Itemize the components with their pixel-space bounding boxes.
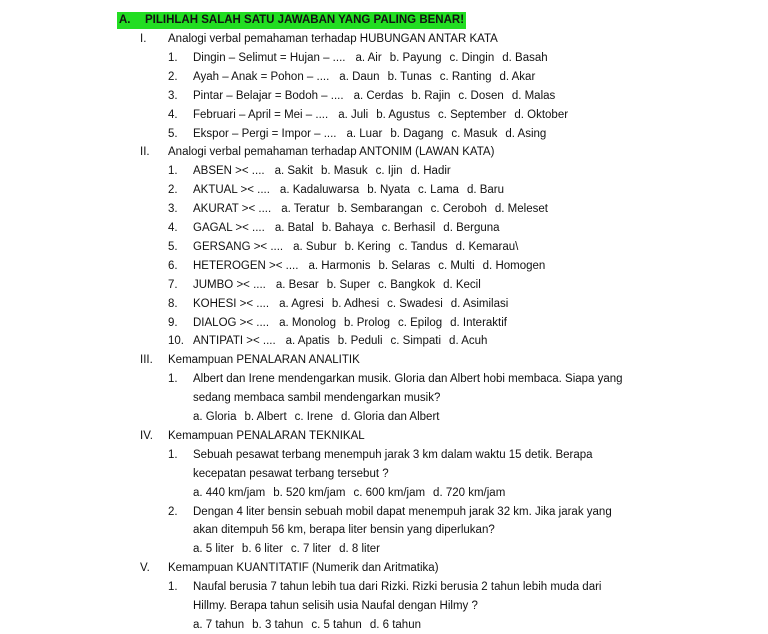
answer-option: d. 8 liter bbox=[339, 543, 381, 556]
title-text: PILIHLAH SALAH SATU JAWABAN YANG PALING BENAR! bbox=[145, 14, 465, 26]
question-row bbox=[0, 49, 768, 67]
answer-option: d. Gloria dan Albert bbox=[341, 411, 440, 423]
answer-option: c. Tandus bbox=[398, 240, 448, 253]
section-heading-row bbox=[0, 427, 768, 445]
question-line: Albert dan Irene mendengarkan musik. Gloria dan Albert hobi membaca. Siapa yang bbox=[193, 373, 623, 386]
options-row bbox=[0, 408, 768, 426]
question-text bbox=[193, 49, 556, 67]
question-stem: JUMBO >< .... bbox=[193, 278, 266, 291]
question-text bbox=[193, 87, 563, 105]
question-row bbox=[0, 332, 768, 350]
answer-option: a. 5 liter bbox=[193, 543, 234, 556]
answer-option: b. 3 tahun bbox=[252, 618, 304, 631]
answer-option: a. Cerdas bbox=[353, 89, 404, 102]
answer-option: c. Epilog bbox=[398, 316, 443, 329]
question-row bbox=[0, 238, 768, 256]
section-number: IV. bbox=[140, 429, 154, 442]
question-stem: Pintar – Belajar = Bodoh – .... bbox=[193, 89, 344, 102]
answer-option: d. Asimilasi bbox=[450, 297, 509, 310]
question-text bbox=[193, 314, 515, 332]
answer-option: b. Kering bbox=[344, 240, 391, 253]
answer-option: a. Harmonis bbox=[308, 259, 371, 272]
question-number: 1. bbox=[168, 165, 178, 178]
answer-option: c. 7 liter bbox=[290, 543, 332, 556]
question-number: 9. bbox=[168, 316, 178, 329]
answer-option: b. Rajin bbox=[411, 89, 451, 102]
section-heading-row bbox=[0, 351, 768, 369]
answer-option: d. Baru bbox=[466, 184, 505, 197]
question-number: 1. bbox=[168, 373, 178, 386]
question-number: 2. bbox=[168, 70, 178, 83]
question-stem: KOHESI >< .... bbox=[193, 297, 270, 310]
answer-option: b. 6 liter bbox=[241, 543, 283, 556]
question-stem: Ayah – Anak = Pohon – .... bbox=[193, 70, 330, 83]
question-line: kecepatan pesawat terbang tersebut ? bbox=[193, 467, 389, 480]
answer-option: a. 7 tahun bbox=[193, 618, 245, 631]
answer-option: c. Ijin bbox=[375, 165, 403, 178]
question-row bbox=[0, 578, 768, 596]
question-row bbox=[0, 295, 768, 313]
question-row bbox=[0, 162, 768, 180]
question-text bbox=[193, 295, 516, 313]
answer-option: c. Dosen bbox=[458, 89, 504, 102]
question-line: Naufal berusia 7 tahun lebih tua dari Rizki. Rizki berusia 2 tahun lebih muda dari bbox=[193, 581, 602, 594]
answer-option: a. Batal bbox=[274, 222, 314, 234]
question-number: 3. bbox=[168, 89, 178, 102]
section-heading: Analogi verbal pemahaman terhadap ANTONIM (LAWAN KATA) bbox=[168, 146, 495, 159]
question-row bbox=[0, 521, 768, 539]
question-text bbox=[193, 257, 553, 275]
question-stem: HETEROGEN >< .... bbox=[193, 259, 299, 272]
question-number: 8. bbox=[168, 297, 178, 310]
question-row bbox=[0, 446, 768, 464]
question-stem: GAGAL >< .... bbox=[193, 222, 265, 234]
answer-option: a. Subur bbox=[293, 240, 337, 253]
answer-option: a. Monolog bbox=[279, 316, 336, 329]
section-number: II. bbox=[140, 146, 150, 159]
answer-option: d. Asing bbox=[505, 127, 547, 140]
options-row bbox=[0, 484, 768, 502]
question-stem: AKURAT >< .... bbox=[193, 203, 272, 216]
answer-option: d. Akar bbox=[499, 70, 536, 83]
question-stem: Dingin – Selimut = Hujan – .... bbox=[193, 51, 346, 64]
answer-option: d. Oktober bbox=[514, 108, 569, 121]
answer-option: c. September bbox=[437, 108, 507, 121]
question-number: 2. bbox=[168, 505, 178, 518]
answer-option: a. Apatis bbox=[285, 335, 330, 348]
question-text bbox=[193, 125, 554, 143]
answer-option: b. Dagang bbox=[390, 127, 444, 140]
answer-option: c. Masuk bbox=[451, 127, 498, 140]
options-row bbox=[0, 616, 768, 634]
options-line bbox=[193, 540, 388, 558]
instruction-title bbox=[117, 12, 466, 29]
question-number: 5. bbox=[168, 240, 178, 253]
answer-option: d. Homogen bbox=[482, 259, 546, 272]
question-row bbox=[0, 503, 768, 521]
section-heading: Kemampuan KUANTITATIF (Numerik dan Aritmatika) bbox=[168, 562, 439, 575]
question-number: 1. bbox=[168, 581, 178, 594]
answer-option: c. Bangkok bbox=[378, 278, 436, 291]
question-text bbox=[193, 200, 556, 218]
answer-option: a. Sakit bbox=[274, 165, 313, 178]
question-text bbox=[193, 181, 512, 199]
answer-option: d. Berguna bbox=[443, 222, 500, 234]
answer-option: c. Lama bbox=[418, 184, 459, 197]
answer-option: d. Kecil bbox=[443, 278, 481, 291]
question-row bbox=[0, 68, 768, 86]
answer-option: d. Kemarau\ bbox=[455, 240, 519, 253]
section-heading-row bbox=[0, 30, 768, 48]
answer-option: d. Interaktif bbox=[450, 316, 507, 329]
section-heading: Kemampuan PENALARAN TEKNIKAL bbox=[168, 429, 365, 442]
answer-option: b. Peduli bbox=[337, 335, 383, 348]
question-line: sedang membaca sambil mendengarkan musik? bbox=[193, 392, 441, 405]
answer-option: a. Juli bbox=[338, 108, 369, 121]
question-number: 1. bbox=[168, 51, 178, 64]
options-line bbox=[193, 616, 429, 634]
question-row bbox=[0, 181, 768, 199]
question-stem: DIALOG >< .... bbox=[193, 316, 270, 329]
answer-option: a. Gloria bbox=[193, 411, 237, 423]
answer-option: c. 600 km/jam bbox=[353, 486, 426, 499]
question-row bbox=[0, 597, 768, 615]
answer-option: c. Irene bbox=[294, 411, 334, 423]
question-number: 10. bbox=[168, 335, 184, 348]
options-line bbox=[193, 408, 447, 426]
answer-option: a. Air bbox=[355, 51, 382, 64]
options-line bbox=[193, 484, 513, 502]
section-number: V. bbox=[140, 562, 150, 575]
answer-option: b. Adhesi bbox=[331, 297, 380, 310]
answer-option: b. Sembarangan bbox=[337, 203, 423, 216]
question-row bbox=[0, 125, 768, 143]
question-text bbox=[193, 276, 489, 294]
answer-option: b. Prolog bbox=[343, 316, 390, 329]
answer-option: b. Agustus bbox=[376, 108, 430, 121]
question-row bbox=[0, 276, 768, 294]
section-heading: Kemampuan PENALARAN ANALITIK bbox=[168, 354, 360, 367]
question-text bbox=[193, 332, 495, 350]
answer-option: c. Ceroboh bbox=[430, 203, 487, 216]
question-number: 3. bbox=[168, 203, 178, 216]
answer-option: d. Acuh bbox=[449, 335, 488, 348]
question-stem: Februari – April = Mei – .... bbox=[193, 108, 329, 121]
answer-option: b. Albert bbox=[244, 411, 287, 423]
question-stem: GERSANG >< .... bbox=[193, 240, 284, 253]
answer-option: c. Dingin bbox=[449, 51, 495, 64]
answer-option: b. 520 km/jam bbox=[273, 486, 346, 499]
answer-option: a. Luar bbox=[346, 127, 383, 140]
question-line: Sebuah pesawat terbang menempuh jarak 3 km dalam waktu 15 detik. Berapa bbox=[193, 448, 593, 461]
answer-option: d. Meleset bbox=[494, 203, 548, 216]
answer-option: d. Basah bbox=[502, 51, 548, 64]
question-line: akan ditempuh 56 km, berapa liter bensin yang diperlukan? bbox=[193, 524, 495, 537]
question-row bbox=[0, 314, 768, 332]
section-number: I. bbox=[140, 33, 147, 45]
answer-option: b. Bahaya bbox=[321, 222, 374, 234]
question-text bbox=[193, 238, 526, 256]
section-heading-row bbox=[0, 143, 768, 161]
answer-option: c. Swadesi bbox=[387, 297, 443, 310]
question-number: 4. bbox=[168, 108, 178, 121]
question-number: 6. bbox=[168, 259, 178, 272]
answer-option: c. Ranting bbox=[439, 70, 492, 83]
question-number: 5. bbox=[168, 127, 178, 140]
answer-option: b. Super bbox=[326, 278, 371, 291]
answer-option: b. Tunas bbox=[387, 70, 432, 83]
answer-option: a. Kadaluwarsa bbox=[279, 184, 360, 197]
section-heading-row bbox=[0, 559, 768, 577]
answer-option: a. Teratur bbox=[281, 203, 330, 216]
question-text bbox=[193, 68, 543, 86]
answer-option: b. Nyata bbox=[367, 184, 411, 197]
answer-option: b. Payung bbox=[389, 51, 442, 64]
question-line: Hillmy. Berapa tahun selisih usia Naufal dengan Hilmy ? bbox=[193, 600, 478, 612]
answer-option: c. Multi bbox=[438, 259, 475, 272]
question-number: 4. bbox=[168, 222, 178, 234]
answer-option: c. Simpati bbox=[390, 335, 442, 348]
question-row bbox=[0, 106, 768, 124]
question-row bbox=[0, 219, 768, 237]
section-number: III. bbox=[140, 354, 153, 367]
question-row bbox=[0, 465, 768, 483]
answer-option: d. 720 km/jam bbox=[433, 486, 506, 499]
question-stem: ANTIPATI >< .... bbox=[193, 335, 276, 348]
answer-option: c. Berhasil bbox=[381, 222, 436, 234]
question-number: 1. bbox=[168, 448, 178, 461]
section-heading: Analogi verbal pemahaman terhadap HUBUNGAN ANTAR KATA bbox=[168, 33, 498, 45]
question-number: 2. bbox=[168, 184, 178, 197]
question-number: 7. bbox=[168, 278, 178, 291]
question-stem: AKTUAL >< .... bbox=[193, 184, 270, 197]
question-line: Dengan 4 liter bensin sebuah mobil dapat menempuh jarak 32 km. Jika jarak yang bbox=[193, 505, 612, 518]
question-row bbox=[0, 200, 768, 218]
question-row bbox=[0, 370, 768, 388]
question-row bbox=[0, 257, 768, 275]
question-text bbox=[193, 106, 576, 124]
question-row bbox=[0, 389, 768, 407]
answer-option: c. 5 tahun bbox=[311, 618, 362, 631]
question-stem: ABSEN >< .... bbox=[193, 165, 265, 178]
question-text bbox=[193, 219, 508, 237]
question-text bbox=[193, 162, 459, 180]
answer-option: d. 6 tahun bbox=[369, 618, 421, 631]
question-row bbox=[0, 87, 768, 105]
answer-option: d. Malas bbox=[511, 89, 556, 102]
answer-option: a. Besar bbox=[275, 278, 319, 291]
answer-option: b. Masuk bbox=[320, 165, 368, 178]
answer-option: d. Hadir bbox=[410, 165, 451, 178]
answer-option: a. Agresi bbox=[279, 297, 324, 310]
answer-option: b. Selaras bbox=[378, 259, 431, 272]
options-row bbox=[0, 540, 768, 558]
answer-option: a. 440 km/jam bbox=[193, 486, 266, 499]
title-letter: A. bbox=[119, 14, 131, 26]
answer-option: a. Daun bbox=[339, 70, 380, 83]
question-stem: Ekspor – Pergi = Impor – .... bbox=[193, 127, 337, 140]
